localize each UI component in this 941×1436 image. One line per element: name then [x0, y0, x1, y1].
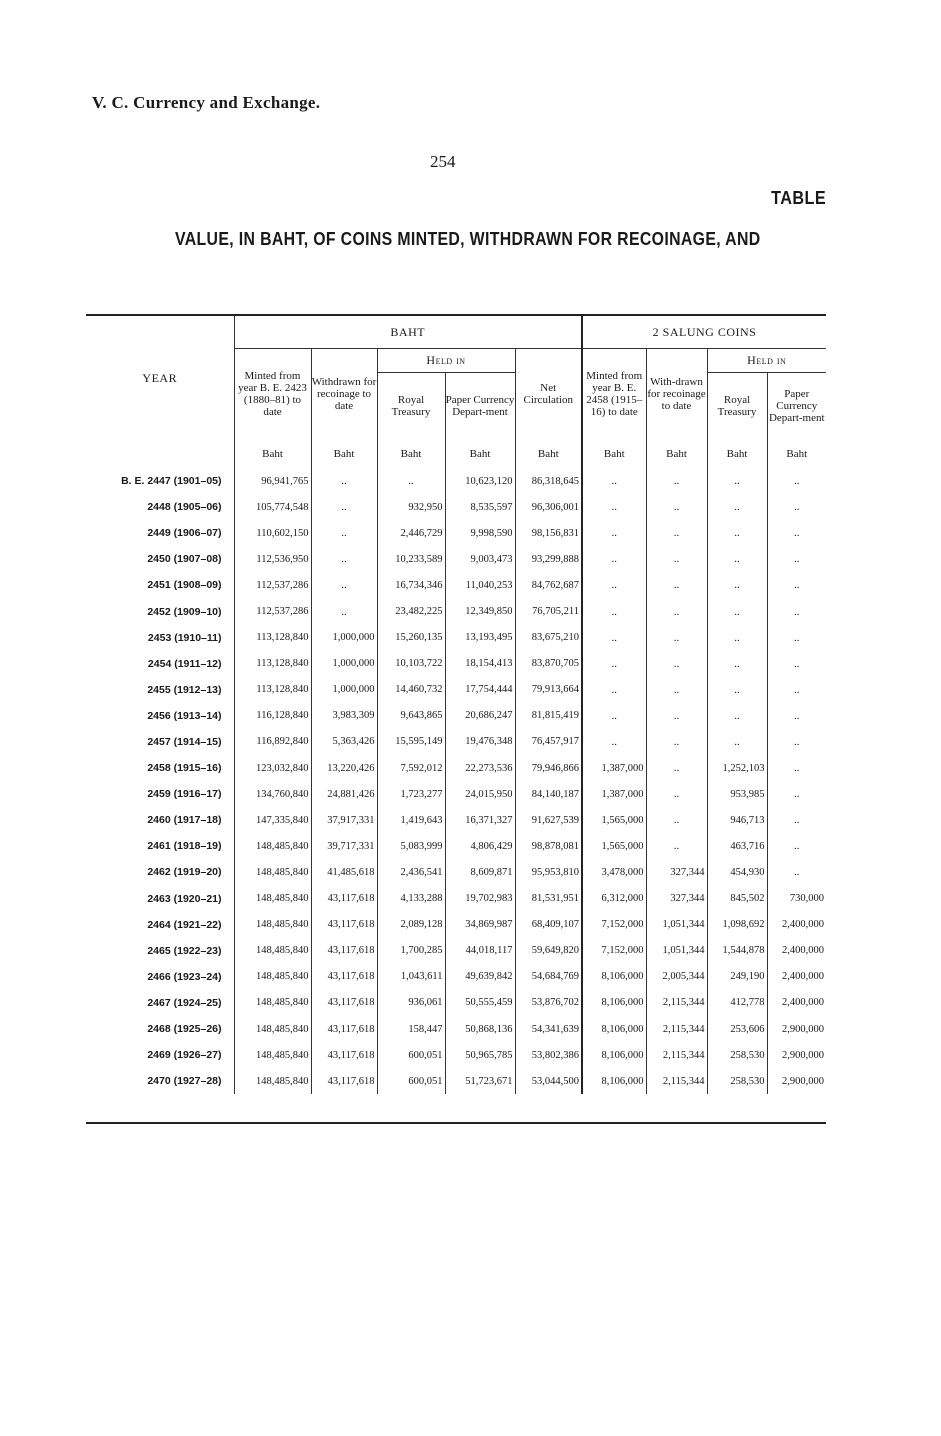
- paper-currency-cell: 4,806,429: [445, 833, 515, 859]
- unit-label: Baht: [707, 440, 767, 468]
- year-cell: 2463 (1920–21): [147, 892, 222, 905]
- minted-baht-cell: 123,032,840: [234, 755, 311, 781]
- paper-currency-cell: 50,555,459: [445, 990, 515, 1016]
- table-row: [86, 625, 826, 651]
- held-in-baht-header: Held in: [377, 348, 515, 372]
- paper-currency-salung-cell: ..: [767, 625, 826, 651]
- royal-treasury-salung-cell: ..: [707, 494, 767, 520]
- withdrawn-baht-cell: 5,363,426: [311, 729, 377, 755]
- royal-treasury-cell: 2,089,128: [377, 912, 445, 938]
- royal-treasury-salung-cell: 258,530: [707, 1068, 767, 1094]
- withdrawn-baht-cell: 43,117,618: [311, 964, 377, 990]
- table-row: [86, 912, 826, 938]
- withdrawn-baht-header: Withdrawn for recoinage to date: [311, 348, 377, 440]
- year-cell: 2460 (1917–18): [147, 814, 222, 827]
- net-circulation-cell: 93,299,888: [515, 546, 582, 572]
- royal-treasury-salung-cell: ..: [707, 520, 767, 546]
- table-row: [86, 1068, 826, 1094]
- paper-currency-salung-cell: 2,400,000: [767, 912, 826, 938]
- withdrawn-salung-cell: ..: [646, 546, 707, 572]
- minted-salung-cell: 8,106,000: [582, 964, 646, 990]
- net-circulation-header: Net Circulation: [515, 348, 582, 440]
- paper-currency-salung-cell: 730,000: [767, 886, 826, 912]
- paper-currency-salung-cell: ..: [767, 651, 826, 677]
- unit-label: Baht: [377, 440, 445, 468]
- table-row: [86, 651, 826, 677]
- minted-baht-cell: 148,485,840: [234, 990, 311, 1016]
- minted-salung-cell: 6,312,000: [582, 886, 646, 912]
- minted-salung-cell: 1,565,000: [582, 807, 646, 833]
- withdrawn-baht-cell: 39,717,331: [311, 833, 377, 859]
- withdrawn-baht-cell: ..: [311, 494, 377, 520]
- withdrawn-salung-cell: 2,115,344: [646, 990, 707, 1016]
- year-cell: 2457 (1914–15): [147, 735, 222, 748]
- paper-currency-cell: 9,003,473: [445, 546, 515, 572]
- royal-treasury-cell: 16,734,346: [377, 572, 445, 598]
- royal-treasury-salung-cell: 1,544,878: [707, 938, 767, 964]
- year-cell: 2453 (1910–11): [147, 631, 222, 644]
- withdrawn-baht-cell: 43,117,618: [311, 938, 377, 964]
- unit-label: Baht: [515, 440, 582, 468]
- royal-treasury-salung-cell: ..: [707, 572, 767, 598]
- net-circulation-cell: 54,684,769: [515, 964, 582, 990]
- table-row: [86, 886, 826, 912]
- withdrawn-baht-cell: 43,117,618: [311, 886, 377, 912]
- net-circulation-cell: 83,870,705: [515, 651, 582, 677]
- year-cell: 2451 (1908–09): [147, 579, 222, 592]
- paper-currency-cell: 20,686,247: [445, 703, 515, 729]
- year-cell: 2468 (1925–26): [147, 1023, 222, 1036]
- minted-baht-cell: 112,537,286: [234, 598, 311, 624]
- minted-salung-cell: ..: [582, 546, 646, 572]
- minted-baht-cell: 113,128,840: [234, 677, 311, 703]
- royal-treasury-cell: 1,043,611: [377, 964, 445, 990]
- paper-currency-cell: 44,018,117: [445, 938, 515, 964]
- net-circulation-cell: 53,802,386: [515, 1042, 582, 1068]
- royal-treasury-cell: 936,061: [377, 990, 445, 1016]
- year-cell: 2458 (1915–16): [147, 762, 222, 775]
- table-row: [86, 833, 826, 859]
- minted-salung-cell: ..: [582, 729, 646, 755]
- net-circulation-cell: 98,156,831: [515, 520, 582, 546]
- minted-salung-cell: ..: [582, 625, 646, 651]
- minted-baht-cell: 96,941,765: [234, 468, 311, 494]
- unit-label: Baht: [582, 440, 646, 468]
- withdrawn-baht-cell: 1,000,000: [311, 651, 377, 677]
- paper-currency-salung-cell: ..: [767, 833, 826, 859]
- currency-table: [86, 316, 826, 1094]
- royal-treasury-cell: 1,723,277: [377, 781, 445, 807]
- royal-treasury-cell: 158,447: [377, 1016, 445, 1042]
- net-circulation-cell: 76,457,917: [515, 729, 582, 755]
- minted-salung-cell: ..: [582, 703, 646, 729]
- table-row: [86, 520, 826, 546]
- royal-treasury-salung-cell: ..: [707, 651, 767, 677]
- year-cell: 2464 (1921–22): [147, 918, 222, 931]
- royal-treasury-cell: 15,595,149: [377, 729, 445, 755]
- table-row: [86, 781, 826, 807]
- paper-currency-salung-cell: ..: [767, 677, 826, 703]
- paper-currency-salung-cell: 2,400,000: [767, 964, 826, 990]
- paper-currency-salung-cell: 2,400,000: [767, 990, 826, 1016]
- paper-currency-salung-cell: ..: [767, 494, 826, 520]
- paper-currency-salung-cell: ..: [767, 859, 826, 885]
- paper-currency-salung-cell: 2,900,000: [767, 1016, 826, 1042]
- minted-baht-cell: 116,128,840: [234, 703, 311, 729]
- section-title: V. C. Currency and Exchange.: [92, 93, 321, 112]
- net-circulation-cell: 86,318,645: [515, 468, 582, 494]
- royal-treasury-salung-cell: 253,606: [707, 1016, 767, 1042]
- minted-baht-cell: 147,335,840: [234, 807, 311, 833]
- withdrawn-baht-cell: ..: [311, 520, 377, 546]
- paper-currency-cell: 51,723,671: [445, 1068, 515, 1094]
- table-row: [86, 598, 826, 624]
- unit-label: Baht: [445, 440, 515, 468]
- net-circulation-cell: 54,341,639: [515, 1016, 582, 1042]
- withdrawn-baht-cell: ..: [311, 468, 377, 494]
- royal-treasury-cell: 15,260,135: [377, 625, 445, 651]
- paper-currency-cell: 18,154,413: [445, 651, 515, 677]
- withdrawn-salung-cell: 327,344: [646, 859, 707, 885]
- net-circulation-cell: 79,913,664: [515, 677, 582, 703]
- withdrawn-salung-cell: ..: [646, 729, 707, 755]
- paper-currency-cell: 50,965,785: [445, 1042, 515, 1068]
- withdrawn-salung-cell: ..: [646, 468, 707, 494]
- withdrawn-salung-cell: ..: [646, 755, 707, 781]
- table-header: [86, 316, 826, 468]
- year-cell: 2454 (1911–12): [147, 657, 222, 670]
- table-row: [86, 546, 826, 572]
- royal-treasury-cell: 4,133,288: [377, 886, 445, 912]
- paper-currency-salung-cell: ..: [767, 729, 826, 755]
- unit-label: Baht: [767, 440, 826, 468]
- year-cell: 2459 (1916–17): [147, 788, 222, 801]
- net-circulation-cell: 91,627,539: [515, 807, 582, 833]
- year-cell: 2466 (1923–24): [147, 970, 222, 983]
- paper-currency-cell: 8,609,871: [445, 859, 515, 885]
- paper-currency-salung-cell: ..: [767, 520, 826, 546]
- royal-treasury-cell: 9,643,865: [377, 703, 445, 729]
- paper-currency-cell: 24,015,950: [445, 781, 515, 807]
- paper-currency-header: Paper Currency Depart-ment: [445, 372, 515, 440]
- paper-currency-salung-cell: 2,900,000: [767, 1068, 826, 1094]
- minted-baht-cell: 112,537,286: [234, 572, 311, 598]
- net-circulation-cell: 83,675,210: [515, 625, 582, 651]
- paper-currency-salung-cell: ..: [767, 807, 826, 833]
- royal-treasury-salung-cell: ..: [707, 625, 767, 651]
- year-cell: 2455 (1912–13): [147, 683, 222, 696]
- withdrawn-salung-cell: 2,005,344: [646, 964, 707, 990]
- paper-currency-salung-cell: 2,900,000: [767, 1042, 826, 1068]
- minted-salung-header: Minted from year B. E. 2458 (1915–16) to date: [582, 348, 646, 440]
- minted-salung-cell: 7,152,000: [582, 912, 646, 938]
- minted-salung-cell: 8,106,000: [582, 990, 646, 1016]
- paper-currency-salung-header: Paper Currency Depart-ment: [767, 372, 826, 440]
- minted-baht-cell: 148,485,840: [234, 964, 311, 990]
- withdrawn-salung-cell: 2,115,344: [646, 1042, 707, 1068]
- minted-salung-cell: 8,106,000: [582, 1068, 646, 1094]
- table-row: [86, 755, 826, 781]
- withdrawn-baht-cell: 37,917,331: [311, 807, 377, 833]
- net-circulation-cell: 53,044,500: [515, 1068, 582, 1094]
- royal-treasury-salung-header: Royal Treasury: [707, 372, 767, 440]
- royal-treasury-cell: 600,051: [377, 1068, 445, 1094]
- withdrawn-baht-cell: ..: [311, 598, 377, 624]
- royal-treasury-cell: 2,446,729: [377, 520, 445, 546]
- royal-treasury-cell: 14,460,732: [377, 677, 445, 703]
- royal-treasury-cell: 2,436,541: [377, 859, 445, 885]
- year-cell: 2461 (1918–19): [147, 840, 222, 853]
- paper-currency-cell: 13,193,495: [445, 625, 515, 651]
- minted-salung-cell: ..: [582, 598, 646, 624]
- withdrawn-salung-cell: ..: [646, 598, 707, 624]
- year-cell: 2469 (1926–27): [147, 1049, 222, 1062]
- royal-treasury-cell: 10,103,722: [377, 651, 445, 677]
- withdrawn-salung-cell: 2,115,344: [646, 1068, 707, 1094]
- withdrawn-salung-cell: ..: [646, 833, 707, 859]
- net-circulation-cell: 84,140,187: [515, 781, 582, 807]
- minted-salung-cell: 1,387,000: [582, 781, 646, 807]
- royal-treasury-salung-cell: 845,502: [707, 886, 767, 912]
- net-circulation-cell: 79,946,866: [515, 755, 582, 781]
- withdrawn-salung-cell: ..: [646, 781, 707, 807]
- minted-baht-cell: 148,485,840: [234, 833, 311, 859]
- withdrawn-baht-cell: 24,881,426: [311, 781, 377, 807]
- net-circulation-cell: 81,815,419: [515, 703, 582, 729]
- minted-baht-cell: 113,128,840: [234, 651, 311, 677]
- minted-baht-header: Minted from year B. E. 2423 (1880–81) to date: [234, 348, 311, 440]
- table-row: [86, 938, 826, 964]
- minted-salung-cell: ..: [582, 651, 646, 677]
- net-circulation-cell: 76,705,211: [515, 598, 582, 624]
- paper-currency-cell: 8,535,597: [445, 494, 515, 520]
- minted-baht-cell: 148,485,840: [234, 886, 311, 912]
- year-cell: B. E. 2447 (1901–05): [121, 475, 222, 488]
- minted-salung-cell: 1,565,000: [582, 833, 646, 859]
- minted-salung-cell: 7,152,000: [582, 938, 646, 964]
- net-circulation-cell: 84,762,687: [515, 572, 582, 598]
- table-row: [86, 859, 826, 885]
- paper-currency-cell: 49,639,842: [445, 964, 515, 990]
- year-cell: 2452 (1909–10): [147, 605, 222, 618]
- withdrawn-baht-cell: 41,485,618: [311, 859, 377, 885]
- table-row: [86, 703, 826, 729]
- royal-treasury-header: Royal Treasury: [377, 372, 445, 440]
- paper-currency-cell: 10,623,120: [445, 468, 515, 494]
- royal-treasury-salung-cell: 454,930: [707, 859, 767, 885]
- withdrawn-salung-cell: 1,051,344: [646, 912, 707, 938]
- table-body: [86, 468, 826, 1094]
- minted-baht-cell: 148,485,840: [234, 859, 311, 885]
- paper-currency-salung-cell: ..: [767, 598, 826, 624]
- withdrawn-salung-cell: 1,051,344: [646, 938, 707, 964]
- minted-salung-cell: ..: [582, 520, 646, 546]
- royal-treasury-salung-cell: 258,530: [707, 1042, 767, 1068]
- withdrawn-salung-cell: ..: [646, 625, 707, 651]
- royal-treasury-cell: 10,233,589: [377, 546, 445, 572]
- withdrawn-salung-cell: 2,115,344: [646, 1016, 707, 1042]
- paper-currency-salung-cell: 2,400,000: [767, 938, 826, 964]
- paper-currency-cell: 16,371,327: [445, 807, 515, 833]
- paper-currency-salung-cell: ..: [767, 781, 826, 807]
- salung-group-header: 2 SALUNG COINS: [582, 316, 826, 348]
- table-row: [86, 468, 826, 494]
- table-row: [86, 1016, 826, 1042]
- minted-salung-cell: 8,106,000: [582, 1016, 646, 1042]
- withdrawn-baht-cell: 43,117,618: [311, 1068, 377, 1094]
- year-cell: 2449 (1906–07): [147, 527, 222, 540]
- minted-baht-cell: 112,536,950: [234, 546, 311, 572]
- withdrawn-baht-cell: ..: [311, 546, 377, 572]
- withdrawn-salung-cell: 327,344: [646, 886, 707, 912]
- year-cell: 2467 (1924–25): [147, 996, 222, 1009]
- unit-row: [86, 440, 826, 468]
- minted-baht-cell: 110,602,150: [234, 520, 311, 546]
- withdrawn-baht-cell: 43,117,618: [311, 990, 377, 1016]
- table-row: [86, 572, 826, 598]
- minted-salung-cell: 3,478,000: [582, 859, 646, 885]
- table-row: [86, 494, 826, 520]
- royal-treasury-cell: 23,482,225: [377, 598, 445, 624]
- minted-baht-cell: 148,485,840: [234, 1068, 311, 1094]
- royal-treasury-salung-cell: ..: [707, 598, 767, 624]
- royal-treasury-cell: 932,950: [377, 494, 445, 520]
- year-cell: 2448 (1905–06): [147, 501, 222, 514]
- unit-label: Baht: [311, 440, 377, 468]
- royal-treasury-salung-cell: ..: [707, 703, 767, 729]
- royal-treasury-salung-cell: ..: [707, 546, 767, 572]
- unit-blank: [86, 440, 234, 468]
- minted-baht-cell: 105,774,548: [234, 494, 311, 520]
- royal-treasury-salung-cell: 953,985: [707, 781, 767, 807]
- withdrawn-salung-cell: ..: [646, 703, 707, 729]
- withdrawn-baht-cell: 43,117,618: [311, 912, 377, 938]
- royal-treasury-cell: 1,700,285: [377, 938, 445, 964]
- withdrawn-salung-cell: ..: [646, 807, 707, 833]
- minted-salung-cell: 8,106,000: [582, 1042, 646, 1068]
- table-label: TABLE: [770, 188, 826, 208]
- minted-baht-cell: 148,485,840: [234, 1042, 311, 1068]
- paper-currency-salung-cell: ..: [767, 572, 826, 598]
- withdrawn-baht-cell: ..: [311, 572, 377, 598]
- table-row: [86, 1042, 826, 1068]
- paper-currency-cell: 9,998,590: [445, 520, 515, 546]
- royal-treasury-salung-cell: 1,252,103: [707, 755, 767, 781]
- royal-treasury-cell: 5,083,999: [377, 833, 445, 859]
- year-cell: 2470 (1927–28): [147, 1075, 222, 1088]
- year-cell: 2456 (1913–14): [147, 709, 222, 722]
- page-number: 254: [430, 152, 456, 171]
- year-cell: 2465 (1922–23): [147, 944, 222, 957]
- withdrawn-baht-cell: 43,117,618: [311, 1016, 377, 1042]
- paper-currency-salung-cell: ..: [767, 703, 826, 729]
- royal-treasury-salung-cell: ..: [707, 729, 767, 755]
- table-row: [86, 990, 826, 1016]
- withdrawn-salung-cell: ..: [646, 651, 707, 677]
- paper-currency-salung-cell: ..: [767, 546, 826, 572]
- withdrawn-salung-cell: ..: [646, 520, 707, 546]
- withdrawn-baht-cell: 13,220,426: [311, 755, 377, 781]
- table-row: [86, 729, 826, 755]
- year-cell: 2450 (1907–08): [147, 553, 222, 566]
- royal-treasury-cell: ..: [377, 468, 445, 494]
- paper-currency-salung-cell: ..: [767, 468, 826, 494]
- royal-treasury-salung-cell: 1,098,692: [707, 912, 767, 938]
- royal-treasury-salung-cell: ..: [707, 677, 767, 703]
- paper-currency-cell: 22,273,536: [445, 755, 515, 781]
- minted-baht-cell: 148,485,840: [234, 1016, 311, 1042]
- royal-treasury-salung-cell: 946,713: [707, 807, 767, 833]
- withdrawn-baht-cell: 1,000,000: [311, 677, 377, 703]
- table-row: [86, 807, 826, 833]
- withdrawn-salung-header: With-drawn for recoinage to date: [646, 348, 707, 440]
- withdrawn-baht-cell: 1,000,000: [311, 625, 377, 651]
- paper-currency-cell: 19,702,983: [445, 886, 515, 912]
- paper-currency-salung-cell: ..: [767, 755, 826, 781]
- paper-currency-cell: 12,349,850: [445, 598, 515, 624]
- held-in-salung-header: Held in: [707, 348, 826, 372]
- withdrawn-salung-cell: ..: [646, 572, 707, 598]
- royal-treasury-salung-cell: 463,716: [707, 833, 767, 859]
- currency-table-frame: [86, 314, 826, 1124]
- table-caption: VALUE, IN BAHT, OF COINS MINTED, WITHDRAWN FOR RECOINAGE, AND: [175, 229, 761, 249]
- minted-salung-cell: ..: [582, 677, 646, 703]
- net-circulation-cell: 96,306,001: [515, 494, 582, 520]
- withdrawn-baht-cell: 3,983,309: [311, 703, 377, 729]
- royal-treasury-cell: 600,051: [377, 1042, 445, 1068]
- royal-treasury-cell: 1,419,643: [377, 807, 445, 833]
- royal-treasury-salung-cell: 249,190: [707, 964, 767, 990]
- minted-salung-cell: ..: [582, 572, 646, 598]
- minted-baht-cell: 113,128,840: [234, 625, 311, 651]
- royal-treasury-cell: 7,592,012: [377, 755, 445, 781]
- minted-salung-cell: ..: [582, 494, 646, 520]
- royal-treasury-salung-cell: ..: [707, 468, 767, 494]
- year-header: YEAR: [142, 371, 178, 385]
- table-row: [86, 964, 826, 990]
- unit-label: Baht: [234, 440, 311, 468]
- paper-currency-cell: 19,476,348: [445, 729, 515, 755]
- minted-salung-cell: 1,387,000: [582, 755, 646, 781]
- minted-salung-cell: ..: [582, 468, 646, 494]
- unit-label: Baht: [646, 440, 707, 468]
- year-cell: 2462 (1919–20): [147, 866, 222, 879]
- net-circulation-cell: 95,953,810: [515, 859, 582, 885]
- net-circulation-cell: 98,878,081: [515, 833, 582, 859]
- minted-baht-cell: 148,485,840: [234, 938, 311, 964]
- paper-currency-cell: 34,869,987: [445, 912, 515, 938]
- paper-currency-cell: 17,754,444: [445, 677, 515, 703]
- net-circulation-cell: 53,876,702: [515, 990, 582, 1016]
- withdrawn-baht-cell: 43,117,618: [311, 1042, 377, 1068]
- baht-group-header: BAHT: [234, 316, 582, 348]
- royal-treasury-salung-cell: 412,778: [707, 990, 767, 1016]
- net-circulation-cell: 68,409,107: [515, 912, 582, 938]
- table-row: [86, 677, 826, 703]
- minted-baht-cell: 134,760,840: [234, 781, 311, 807]
- minted-baht-cell: 148,485,840: [234, 912, 311, 938]
- net-circulation-cell: 81,531,951: [515, 886, 582, 912]
- net-circulation-cell: 59,649,820: [515, 938, 582, 964]
- withdrawn-salung-cell: ..: [646, 677, 707, 703]
- minted-baht-cell: 116,892,840: [234, 729, 311, 755]
- paper-currency-cell: 50,868,136: [445, 1016, 515, 1042]
- paper-currency-cell: 11,040,253: [445, 572, 515, 598]
- withdrawn-salung-cell: ..: [646, 494, 707, 520]
